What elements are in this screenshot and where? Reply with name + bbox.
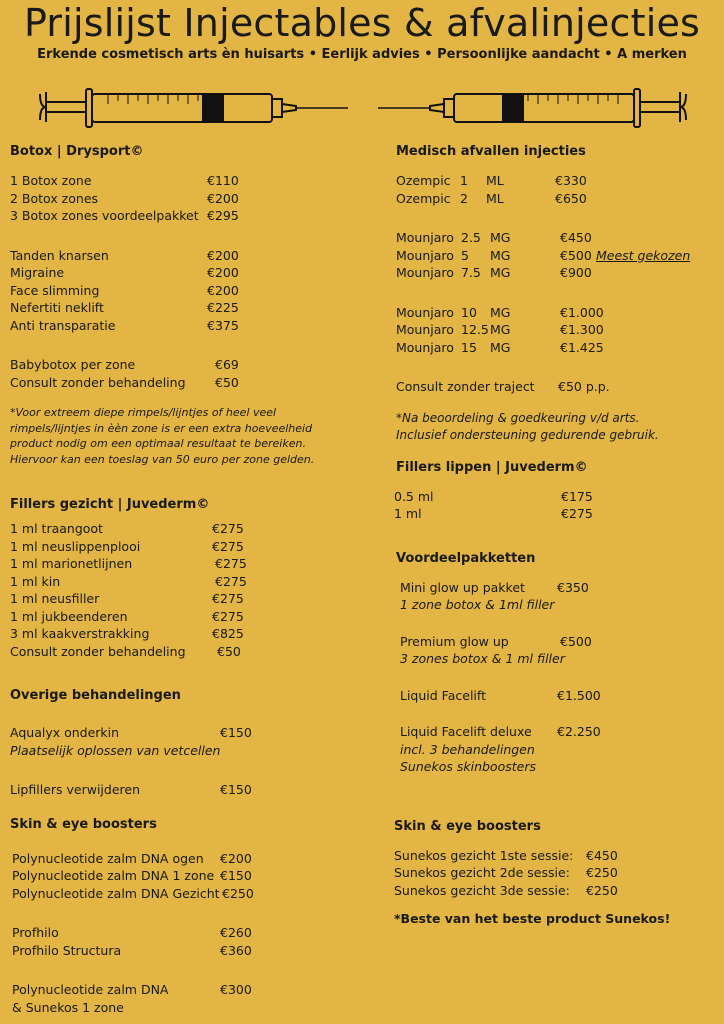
price-row	[12, 999, 360, 1017]
section-title-skin-right: Skin & eye boosters	[394, 818, 541, 834]
item-price: €1.000	[560, 304, 604, 320]
botox-note	[10, 405, 360, 467]
note-line: product nodig om een optimaal resultaat te bereiken.	[10, 437, 306, 450]
item-name: 1 Botox zone	[10, 173, 92, 188]
item-price: €275	[215, 556, 247, 571]
item-price: €375	[207, 317, 239, 333]
item-unit: MG	[490, 230, 511, 245]
item-price: €275	[212, 608, 244, 624]
price-row	[12, 924, 360, 942]
item-name: 1 ml neusfiller	[10, 591, 100, 606]
item-name: Ozempic	[396, 173, 451, 188]
price-row	[10, 172, 360, 190]
item-unit: MG	[490, 247, 511, 263]
section-title-fillers-face: Fillers gezicht | Juvederm©	[10, 497, 210, 512]
note-line: rimpels/lijntjes in èèn zone is er een extra hoeveelheid	[10, 421, 313, 435]
price-row	[10, 264, 360, 282]
item-price: €150	[220, 782, 252, 797]
item-name: Polynucleotide zalm DNA	[12, 982, 169, 997]
item-description: Plaatselijk oplossen van vetcellen	[10, 742, 221, 758]
section-title-skin-left: Skin & eye boosters	[10, 816, 157, 832]
item-dose: 15	[461, 339, 477, 355]
price-row	[10, 590, 360, 608]
item-name: Mounjaro	[396, 322, 454, 337]
item-unit: MG	[490, 265, 511, 280]
price-row	[400, 633, 714, 651]
item-name: Profhilo Structura	[12, 942, 122, 958]
item-name: 1 ml jukbeenderen	[10, 608, 128, 624]
price-row	[10, 247, 360, 265]
item-price: €110	[207, 173, 239, 188]
item-price: €200	[207, 247, 239, 263]
price-row	[10, 555, 360, 573]
item-name: Consult zonder behandeling	[10, 374, 186, 390]
price-row	[396, 304, 714, 322]
price-row	[396, 264, 714, 282]
botox-group-1	[10, 172, 360, 225]
packages-list	[394, 579, 714, 776]
item-price: €250	[222, 885, 254, 901]
item-name: Face slimming	[10, 282, 100, 298]
price-row	[394, 505, 714, 523]
item-name: Sunekos gezicht 2de sessie:	[394, 865, 570, 880]
skin-left-group-1	[10, 850, 360, 903]
item-description: 1 zone botox & 1ml filler	[400, 597, 555, 612]
item-price: €450	[560, 230, 592, 245]
price-row	[396, 378, 714, 396]
item-price: €260	[220, 925, 252, 940]
price-row	[12, 981, 360, 999]
item-unit: MG	[490, 304, 511, 320]
price-row	[10, 282, 360, 300]
item-name: Lipfillers verwijderen	[10, 782, 141, 797]
item-name: Mounjaro	[396, 265, 454, 280]
item-unit: ML	[486, 190, 504, 206]
item-name: Mounjaro	[396, 247, 454, 263]
item-name: Liquid Facelift deluxe	[400, 724, 532, 739]
price-row	[396, 190, 714, 208]
item-price: €500	[560, 247, 592, 263]
price-row	[396, 321, 714, 339]
left-column	[10, 143, 360, 1016]
page-title: Prijslijst Injectables & afvalinjecties	[23, 1, 701, 45]
item-name: 1 ml kin	[10, 573, 61, 589]
price-row	[10, 207, 360, 225]
item-dose: 1	[460, 173, 468, 188]
item-dose: 10	[461, 304, 477, 320]
item-price: €330	[555, 173, 587, 188]
price-row	[396, 247, 714, 265]
price-row	[394, 864, 714, 882]
item-price: €900	[560, 265, 592, 280]
item-name: Premium glow up	[400, 633, 509, 649]
item-price: €150	[220, 868, 252, 883]
price-row	[400, 687, 714, 705]
item-name: Anti transparatie	[10, 317, 116, 333]
item-price: €250	[586, 865, 618, 880]
price-row	[396, 172, 714, 190]
section-title-weight: Medisch afvallen injecties	[396, 144, 586, 159]
item-price: €250	[586, 882, 618, 898]
syringe-right-icon	[376, 84, 688, 136]
fillers-face-list	[10, 520, 360, 660]
item-unit: ML	[486, 173, 504, 188]
item-price: €1.500	[557, 687, 601, 703]
price-row	[400, 579, 714, 597]
price-row	[12, 850, 360, 868]
item-name: Consult zonder traject	[396, 379, 535, 394]
package-item	[400, 723, 714, 776]
price-row	[10, 317, 360, 335]
price-row	[10, 643, 360, 661]
item-name: 0.5 ml	[394, 488, 434, 504]
syringe-left-icon	[38, 84, 350, 136]
mounjaro-list-1	[394, 229, 714, 282]
price-row	[400, 723, 714, 741]
item-price: €200	[207, 265, 239, 280]
item-description: Sunekos skinboosters	[400, 759, 536, 774]
item-name: Consult zonder behandeling	[10, 643, 186, 659]
item-dose: 12.5	[461, 322, 489, 337]
price-row	[394, 882, 714, 900]
lips-list	[394, 488, 714, 523]
item-price: €275	[212, 538, 244, 554]
item-price: €500	[560, 633, 592, 649]
item-name: Sunekos gezicht 1ste sessie:	[394, 847, 574, 863]
price-row	[396, 229, 714, 247]
item-name: Polynucleotide zalm DNA 1 zone	[12, 868, 215, 883]
item-name: Migraine	[10, 265, 65, 280]
price-row	[12, 942, 360, 960]
item-price: €2.250	[557, 724, 601, 739]
price-row	[10, 781, 360, 799]
item-price: €275	[212, 521, 244, 536]
price-row	[10, 608, 360, 626]
item-price: €150	[220, 725, 252, 740]
price-row	[10, 538, 360, 556]
item-name: 3 ml kaakverstrakking	[10, 626, 150, 641]
skin-left-group-2	[10, 924, 360, 959]
mounjaro-list-2	[394, 304, 714, 357]
package-item	[400, 687, 714, 705]
price-row	[394, 488, 714, 506]
price-row	[10, 190, 360, 208]
section-title-botox: Botox | Drysport©	[10, 144, 144, 159]
item-name: 2 Botox zones	[10, 190, 99, 206]
item-unit: MG	[490, 339, 511, 355]
item-name: 1 ml	[394, 506, 422, 521]
price-row	[10, 573, 360, 591]
item-name: Aqualyx onderkin	[10, 725, 120, 740]
item-name: Tanden knarsen	[10, 247, 109, 263]
item-price: €175	[561, 488, 593, 504]
item-name: Ozempic	[396, 190, 451, 206]
price-row	[12, 867, 360, 885]
package-item	[400, 633, 714, 668]
item-name: Sunekos gezicht 3de sessie:	[394, 882, 570, 898]
item-name: Polynucleotide zalm DNA ogen	[12, 850, 204, 866]
section-title-packages: Voordeelpakketten	[396, 550, 536, 566]
item-name: Liquid Facelift	[400, 687, 486, 703]
price-row	[396, 339, 714, 357]
item-name-continued: & Sunekos 1 zone	[12, 999, 124, 1015]
price-row	[10, 374, 360, 392]
sunekos-footnote: *Beste van het beste product Sunekos!	[394, 911, 671, 926]
item-price: €825	[212, 626, 244, 641]
item-dose: 5	[461, 247, 469, 263]
item-price: €50	[217, 643, 241, 659]
item-price: €275	[212, 591, 244, 606]
weight-note	[394, 410, 714, 445]
item-price: €200	[207, 190, 239, 206]
item-name: Mounjaro	[396, 304, 454, 320]
item-price: €450	[586, 847, 618, 863]
item-dose: 2.5	[461, 230, 481, 245]
item-price: €1.425	[560, 339, 604, 355]
item-name: 1 ml neuslippenplooi	[10, 538, 141, 554]
item-unit: MG	[490, 322, 511, 337]
price-row	[10, 724, 360, 742]
skin-right-list	[394, 847, 714, 900]
price-row	[10, 356, 360, 374]
item-price: €650	[555, 190, 587, 206]
item-price: €50	[215, 374, 239, 390]
note-line: *Na beoordeling & goedkeuring v/d arts.	[396, 410, 640, 425]
price-row	[10, 520, 360, 538]
price-row	[12, 885, 360, 903]
item-price: €275	[215, 573, 247, 589]
note-line: *Voor extreem diepe rimpels/lijntjes of heel veel	[10, 406, 277, 419]
item-name: Profhilo	[12, 925, 59, 940]
item-price: €69	[215, 357, 239, 372]
item-name: 1 ml traangoot	[10, 521, 103, 536]
item-price: €275	[561, 506, 593, 521]
skin-left-group-3	[10, 981, 360, 1016]
item-name: Babybotox per zone	[10, 357, 136, 372]
item-name: Mounjaro	[396, 230, 454, 245]
item-price: €200	[207, 282, 239, 298]
price-row	[394, 847, 714, 865]
note-line: Hiervoor kan een toeslag van 50 euro per zone gelden.	[10, 452, 315, 466]
item-description: 3 zones botox & 1 ml filler	[400, 651, 565, 666]
package-item	[400, 579, 714, 614]
item-dose: 7.5	[461, 265, 481, 280]
right-column	[394, 143, 714, 928]
item-price: €50 p.p.	[558, 379, 610, 394]
item-name: Nefertiti neklift	[10, 300, 104, 315]
item-price: €350	[557, 579, 589, 595]
price-row	[10, 299, 360, 317]
item-name: 3 Botox zones voordeelpakket	[10, 208, 199, 223]
item-dose: 2	[460, 190, 468, 206]
item-price: €360	[220, 942, 252, 958]
price-row	[10, 625, 360, 643]
section-title-other: Overige behandelingen	[10, 688, 181, 703]
note-line: Inclusief ondersteuning gedurende gebruik.	[396, 428, 659, 442]
section-title-lips: Fillers lippen | Juvederm©	[396, 459, 588, 475]
botox-group-3	[10, 356, 360, 391]
item-name: Mounjaro	[396, 339, 454, 355]
item-name: 1 ml marionetlijnen	[10, 556, 133, 571]
item-name: Polynucleotide zalm DNA Gezicht	[12, 885, 220, 901]
page-subtitle: Erkende cosmetisch arts èn huisarts • Eerlijk advies • Persoonlijke aandacht • A merken	[37, 47, 687, 62]
item-price: €1.300	[560, 322, 604, 337]
most-chosen-badge: Meest gekozen	[596, 247, 691, 263]
item-price: €300	[220, 982, 252, 997]
botox-group-2	[10, 247, 360, 335]
item-price: €200	[220, 850, 252, 866]
ozempic-list	[394, 172, 714, 207]
item-price: €295	[207, 208, 239, 223]
item-description: incl. 3 behandelingen	[400, 741, 535, 757]
item-price: €225	[207, 300, 239, 315]
item-name: Mini glow up pakket	[400, 579, 525, 595]
